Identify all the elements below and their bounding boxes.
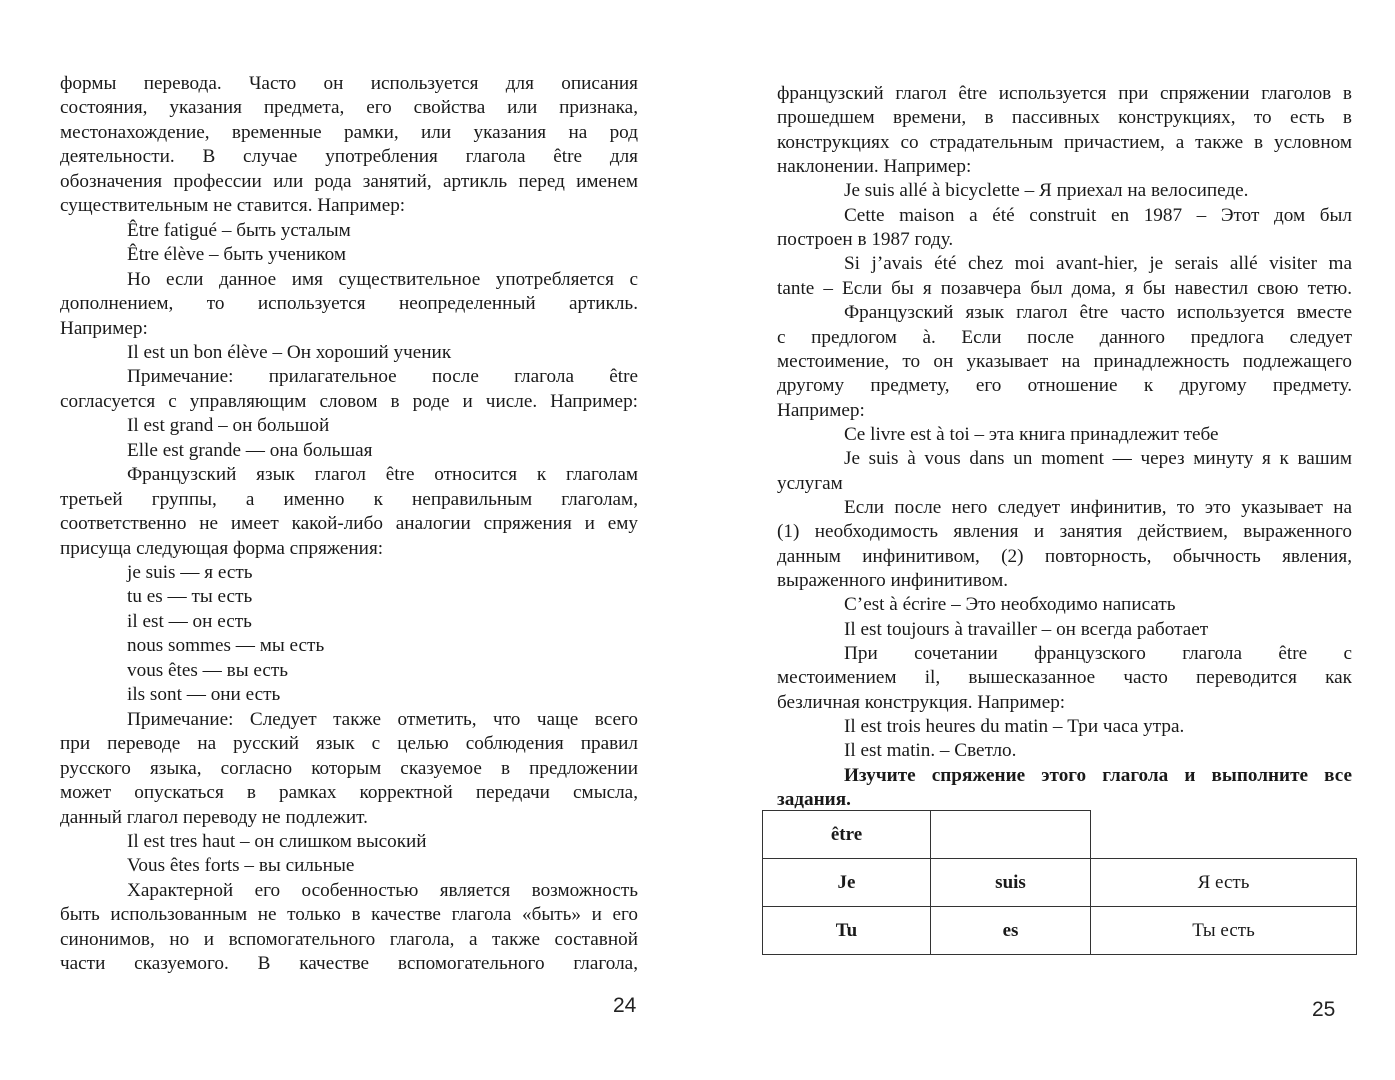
text-line: tante – Если бы я позавчера был дома, я бы навестил свою тетю.	[777, 277, 1352, 299]
text-line: Примечание: Следует также отметить, что чаще всего	[127, 708, 638, 730]
text-line: Характерной его особенностью является возможность	[127, 879, 638, 901]
text-line: другому предмету, его отношение к другому предмету.	[777, 375, 1352, 397]
text-line: Французский язык глагол être часто используется вместе	[844, 302, 1352, 324]
text-line: При сочетании французского глагола être с	[844, 643, 1352, 665]
text-line: Il est trois heures du matin – Три часа утра.	[844, 716, 1185, 738]
text-line: согласуется с управляющим словом в роде и числе. Например:	[60, 390, 638, 412]
text-line: деятельности. В случае употребления глагола être для	[60, 146, 638, 168]
text-line: C’est à écrire – Это необходимо написать	[844, 594, 1176, 616]
text-line: Cette maison a été construit en 1987 – Этот дом был	[844, 204, 1352, 226]
text-line: Il est toujours à travailler – он всегда работает	[844, 618, 1209, 640]
verb-cell: es	[931, 907, 1091, 955]
text-line: Если после него следует инфинитив, то это указывает на	[844, 496, 1352, 518]
text-line: построен в 1987 году.	[777, 229, 954, 251]
text-line: выраженного инфинитивом.	[777, 570, 1009, 591]
text-line: быть использованным не только в качестве глагола «быть» и его	[60, 904, 638, 926]
text-line: Elle est grande — она большая	[127, 439, 373, 461]
text-line: Но если данное имя существительное употребляется с	[127, 268, 638, 290]
pronoun-cell: Je	[763, 859, 931, 907]
text-line: с предлогом à. Если после данного предлога следует	[777, 326, 1352, 348]
text-line: Например:	[60, 317, 148, 339]
text-line: Il est tres haut – он слишком высокий	[127, 830, 427, 852]
text-line: существительным не ставится. Например:	[60, 195, 406, 217]
text-line: ils sont — они есть	[127, 684, 281, 706]
text-line: части сказуемого. В качестве вспомогательного глагола,	[60, 953, 638, 975]
text-line: может опускаться в рамках корректной передачи смысла,	[60, 782, 638, 804]
text-line: vous êtes — вы есть	[127, 659, 289, 681]
text-line: je suis — я есть	[127, 562, 253, 583]
text-line: Être fatigué – быть усталым	[127, 219, 351, 241]
text-line: конструкциях со страдательным причастием, а также в условном	[777, 131, 1352, 153]
text-line: задания.	[777, 789, 851, 811]
translation-cell: Ты есть	[1091, 907, 1357, 955]
text-line: местонахождение, временные рамки, или указания на род	[60, 121, 638, 143]
pronoun-cell: Tu	[763, 907, 931, 955]
text-line: Il est un bon élève – Он хороший ученик	[127, 341, 452, 363]
text-line: Il est grand – он большой	[127, 415, 330, 437]
text-line: данным инфинитивом, (2) повторность, обычность явления,	[777, 545, 1352, 567]
text-line: прошедшем времени, в пассивных конструкциях, то есть в	[777, 107, 1352, 129]
text-line: при переводе на русский язык с целью соблюдения правил	[60, 733, 638, 755]
table-blank-area	[1091, 811, 1357, 859]
text-line: Vous êtes forts – вы сильные	[127, 855, 355, 877]
right-page	[697, 0, 1395, 1080]
text-line: местоимение, то он указывает на принадлежность подлежащего	[777, 350, 1352, 372]
text-line: Изучите спряжение этого глагола и выполните все	[844, 764, 1352, 786]
text-line: Французский язык глагол être относится к глаголам	[127, 464, 638, 486]
text-line: nous sommes — мы есть	[127, 635, 325, 657]
table-header-cell: être	[763, 811, 931, 859]
text-line: (1) необходимость явления и занятия действием, выраженного	[777, 521, 1352, 543]
text-line: французский глагол être используется при спряжении глаголов в	[777, 83, 1352, 104]
text-line: Il est matin. – Светло.	[844, 740, 1017, 762]
translation-cell: Я есть	[1091, 859, 1357, 907]
text-line: Être élève – быть учеником	[127, 244, 347, 266]
text-line: Je suis à vous dans un moment — через минуту я к вашим	[844, 448, 1352, 470]
page-number: 24	[613, 994, 637, 1017]
text-line: данный глагол переводу не подлежит.	[60, 806, 368, 828]
text-line: формы перевода. Часто он используется для описания	[60, 73, 638, 94]
text-line: Ce livre est à toi – эта книга принадлежит тебе	[844, 423, 1219, 445]
conjugation-table	[762, 810, 1357, 955]
text-line: наклонении. Например:	[777, 156, 972, 178]
text-line: tu es — ты есть	[127, 586, 253, 608]
text-line: Si j’avais été chez moi avant-hier, je serais allé visiter ma	[844, 253, 1352, 275]
text-line: русского языка, согласно которым сказуемое в предложении	[60, 757, 638, 779]
text-line: соответственно не имеет какой-либо аналогии спряжения и ему	[60, 513, 638, 535]
text-line: Je suis allé à bicyclette – Я приехал на велосипеде.	[844, 180, 1249, 202]
table-empty-cell	[931, 811, 1091, 859]
text-line: синонимов, но и вспомогательного глагола, а также составной	[60, 928, 638, 950]
table-row	[763, 907, 1357, 955]
text-line: присуща следующая форма спряжения:	[60, 537, 384, 559]
table-header-row	[763, 811, 1357, 859]
text-line: дополнением, то используется неопределенный артикль.	[60, 293, 638, 315]
text-line: Например:	[777, 399, 865, 421]
text-line: Примечание: прилагательное после глагола être	[127, 366, 638, 388]
text-line: безличная конструкция. Например:	[777, 691, 1066, 713]
text-line: состояния, указания предмета, его свойства или признака,	[60, 97, 638, 119]
text-line: обозначения профессии или рода занятий, артикль перед именем	[60, 170, 638, 192]
left-page	[0, 0, 697, 1080]
verb-cell: suis	[931, 859, 1091, 907]
text-line: местоимением il, вышесказанное часто переводится как	[777, 667, 1352, 689]
text-line: il est — он есть	[127, 610, 252, 632]
text-line: услугам	[777, 472, 843, 494]
page-number: 25	[1312, 998, 1336, 1021]
table-row	[763, 859, 1357, 907]
text-line: третьей группы, а именно к неправильным глаголам,	[60, 488, 638, 510]
